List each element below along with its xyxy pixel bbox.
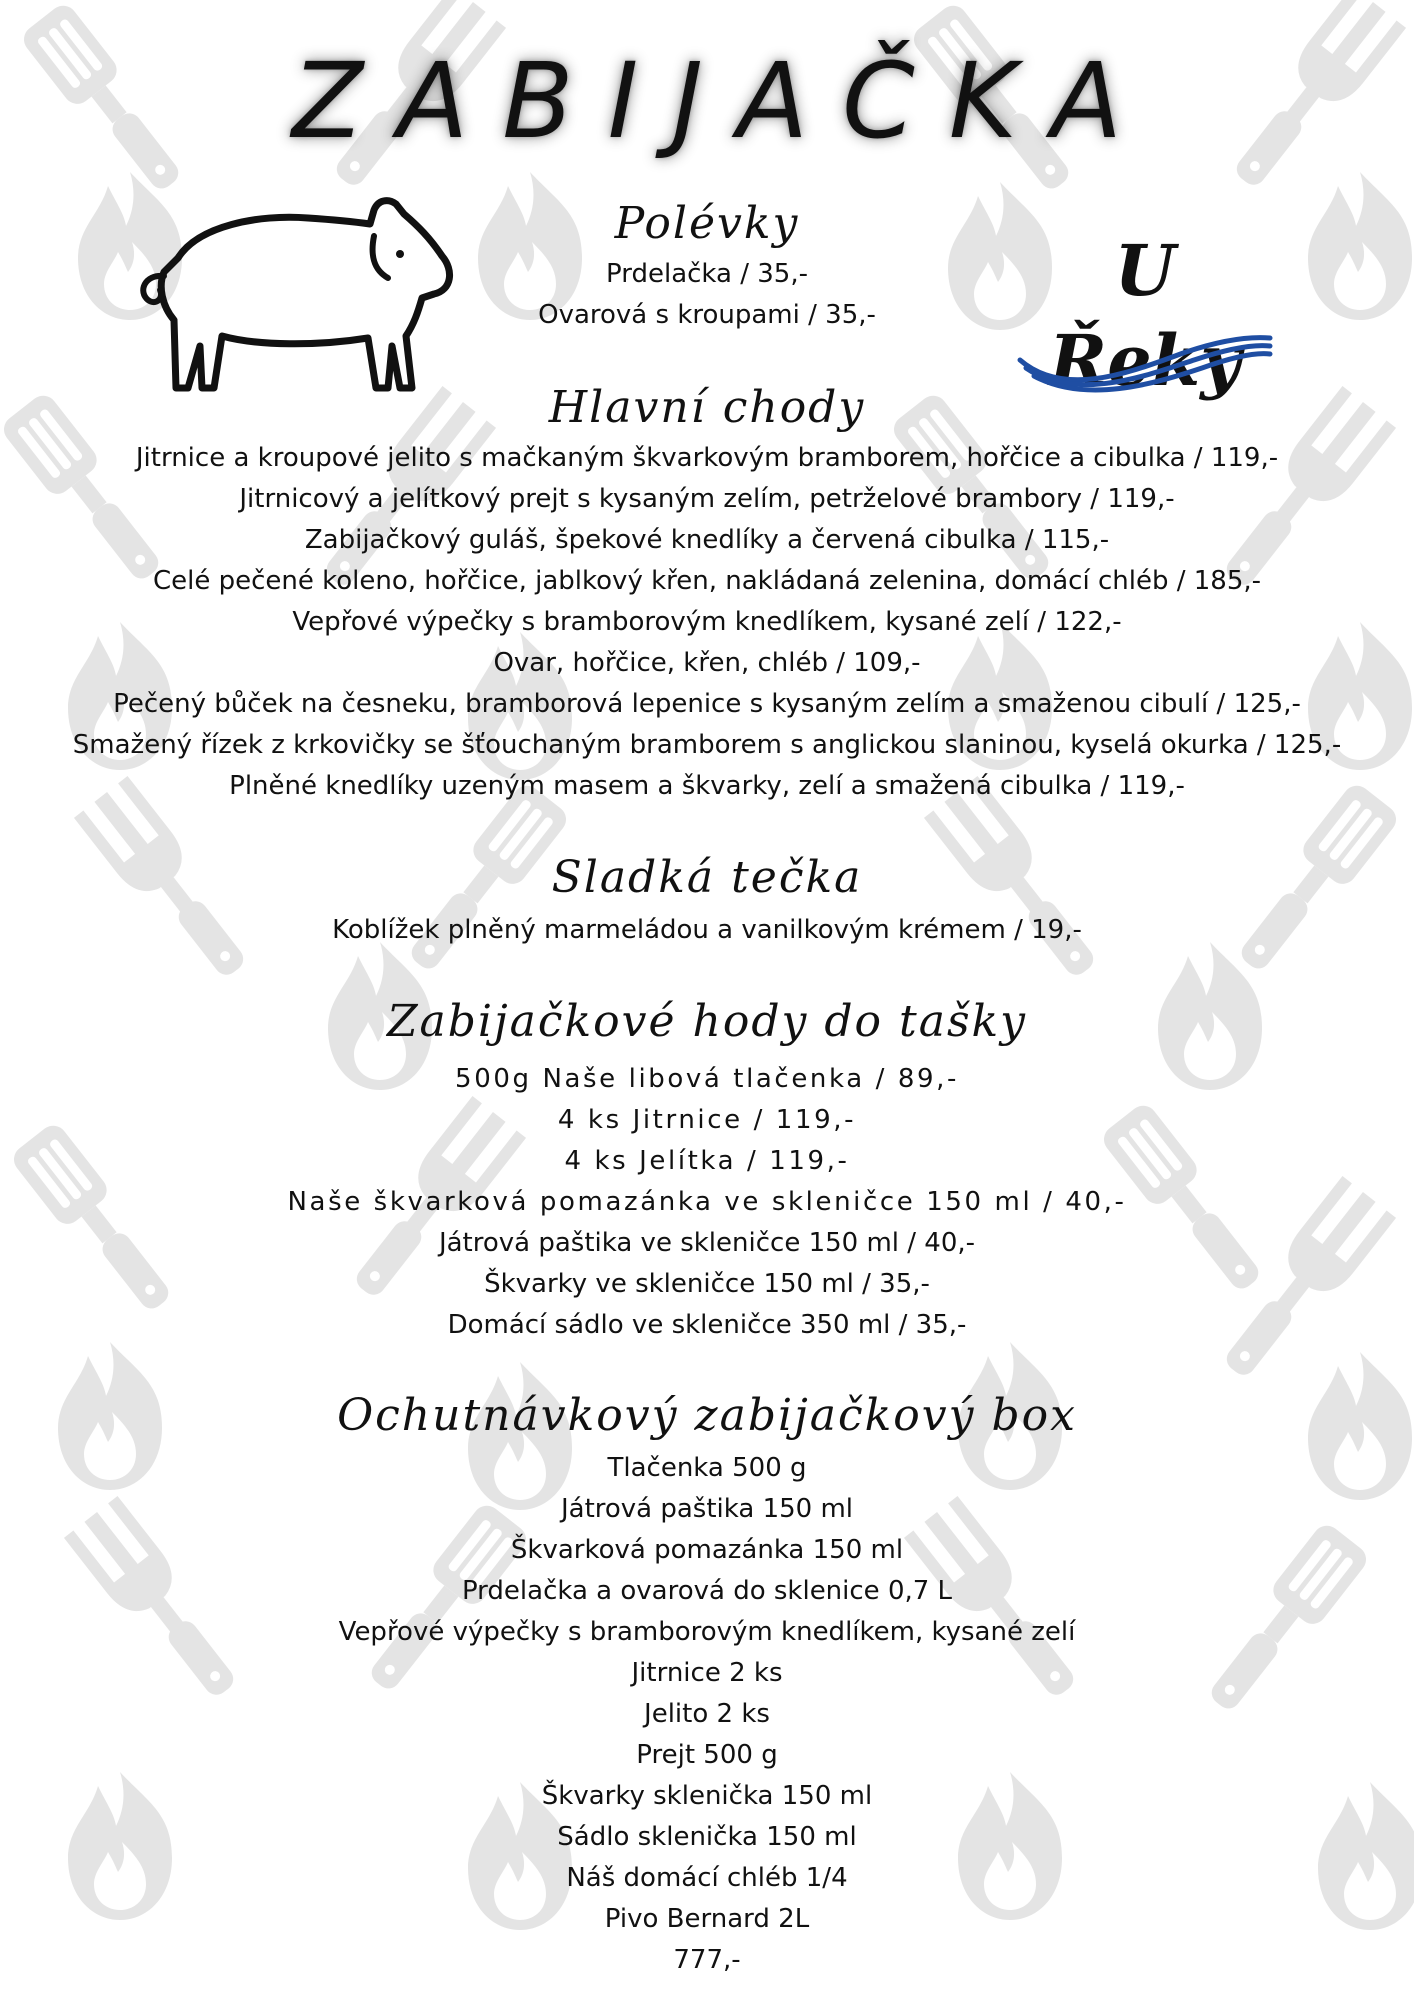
page-title: ZABIJAČKA: [291, 40, 1157, 162]
list-item: Ovar, hořčice, křen, chléb / 109,-: [493, 648, 921, 678]
list-item: Vepřové výpečky s bramborovým knedlíkem, kysané zelí / 122,-: [292, 607, 1122, 637]
list-item: Plněné knedlíky uzeným masem a škvarky, zelí a smažená cibulka / 119,-: [229, 771, 1185, 801]
list-item: Pečený bůček na česneku, bramborová lepenice s kysaným zelím a smaženou cibulí / 125,-: [113, 689, 1301, 719]
list-item: Domácí sádlo ve skleničce 350 ml / 35,-: [447, 1310, 967, 1340]
list-item: Naše škvarková pomazánka ve skleničce 150 ml / 40,-: [287, 1187, 1127, 1217]
list-item: Jitrnicový a jelítkový prejt s kysaným zelím, petrželové brambory / 119,-: [239, 484, 1175, 514]
takeaway-list: [0, 1059, 1414, 1223]
list-item: Jitrnice a kroupové jelito s mačkaným škvarkovým bramborem, hořčice a cibulka / 119,-: [135, 443, 1279, 473]
mains-list: [0, 438, 1414, 807]
list-item: Pivo Bernard 2L: [604, 1904, 810, 1934]
box-list: [0, 1448, 1414, 1981]
list-item: Prdelačka / 35,-: [606, 259, 808, 289]
list-item: Škvarky ve skleničce 150 ml / 35,-: [484, 1269, 930, 1299]
logo-text: U Řeky: [1049, 229, 1241, 402]
list-item: Vepřové výpečky s bramborovým knedlíkem, kysané zelí: [338, 1617, 1076, 1647]
list-item: 500g Naše libová tlačenka / 89,-: [455, 1064, 959, 1094]
list-item: 777,-: [673, 1945, 741, 1975]
takeaway-list-jars: [0, 1223, 1414, 1346]
heading-dessert: Sladká tečka: [551, 852, 863, 903]
heading-soups: Polévky: [614, 198, 800, 249]
list-item: Játrová paštika ve skleničce 150 ml / 40,-: [438, 1228, 976, 1258]
list-item: Koblížek plněný marmeládou a vanilkovým krémem / 19,-: [332, 915, 1082, 945]
dessert-list: [0, 910, 1414, 951]
list-item: Sádlo sklenička 150 ml: [557, 1822, 857, 1852]
list-item: 4 ks Jitrnice / 119,-: [557, 1105, 857, 1135]
list-item: Ovarová s kroupami / 35,-: [538, 300, 876, 330]
list-item: Játrová paštika 150 ml: [560, 1494, 854, 1524]
list-item: 4 ks Jelítka / 119,-: [564, 1146, 850, 1176]
soups-list: [0, 254, 1414, 336]
list-item: Smažený řízek z krkovičky se šťouchaným bramborem s anglickou slaninou, kyselá okurka / 125,-: [72, 730, 1342, 760]
heading-mains: Hlavní chody: [548, 382, 866, 433]
list-item: Škvarková pomazánka 150 ml: [510, 1535, 904, 1565]
heading-box: Ochutnávkový zabijačkový box: [337, 1390, 1077, 1441]
list-item: Náš domácí chléb 1/4: [566, 1863, 848, 1893]
list-item: Zabijačkový guláš, špekové knedlíky a červená cibulka / 115,-: [304, 525, 1110, 555]
list-item: Jelito 2 ks: [644, 1699, 770, 1729]
list-item: Škvarky sklenička 150 ml: [541, 1781, 873, 1811]
list-item: Prdelačka a ovarová do sklenice 0,7 L: [461, 1576, 953, 1606]
list-item: Celé pečené koleno, hořčice, jablkový křen, nakládaná zelenina, domácí chléb / 185,-: [152, 566, 1262, 596]
list-item: Prejt 500 g: [636, 1740, 778, 1770]
heading-takeaway: Zabijačkové hody do tašky: [386, 996, 1028, 1047]
list-item: Jitrnice 2 ks: [631, 1658, 783, 1688]
list-item: Tlačenka 500 g: [607, 1453, 807, 1483]
